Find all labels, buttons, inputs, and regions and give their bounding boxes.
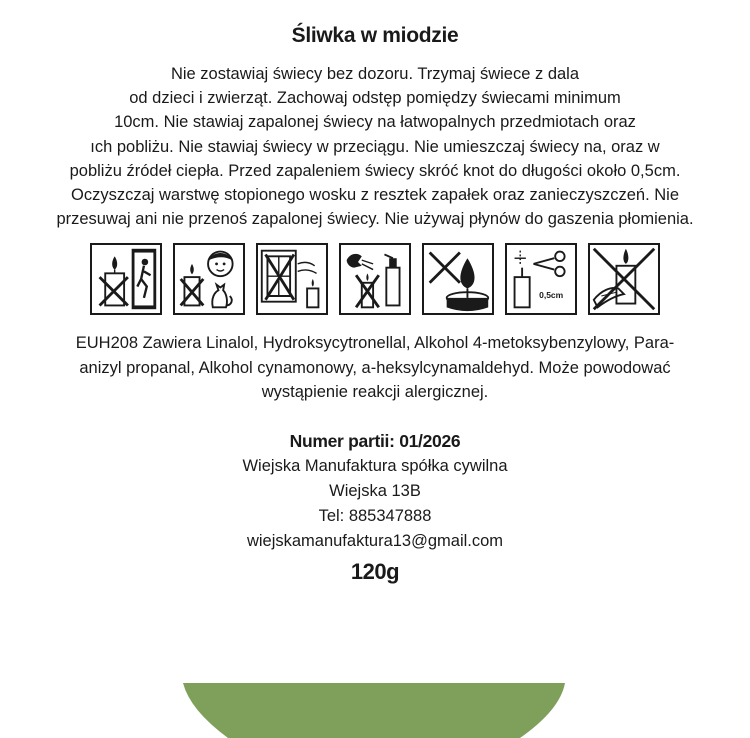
net-weight: 120g xyxy=(350,559,400,584)
allergen-line: wystąpienie reakcji alergicznej. xyxy=(261,383,489,401)
warning-line: ıch pobliżu. Nie stawiaj świecy w przeciągu. Nie umieszczaj świecy na, oraz w xyxy=(90,137,660,156)
children-pets-icon xyxy=(173,243,245,315)
wick-length-label: 0,5cm xyxy=(539,289,564,300)
no-match-residue-icon xyxy=(422,243,494,315)
trim-wick-icon xyxy=(505,243,577,315)
unattended-candle-icon xyxy=(90,243,162,315)
warning-line: Nie zostawiaj świecy bez dozoru. Trzymaj świece z dala xyxy=(170,65,580,83)
safety-warning xyxy=(0,62,750,231)
decorative-green-arc xyxy=(0,680,750,738)
company-phone: Tel: 885347888 xyxy=(318,507,432,525)
warning-line: przesuwaj ani nie przenoś zapalonej świecy. Nie używaj płynów do gaszenia płomienia. xyxy=(56,210,694,229)
draft-icon xyxy=(256,243,328,315)
allergen-statement xyxy=(0,331,750,405)
warning-line: od dzieci i zwierząt. Zachowaj odstęp pomiędzy świecami minimum xyxy=(129,89,621,108)
no-flammable-icon xyxy=(588,243,660,315)
company-email: wiejskamanufaktura13@gmail.com xyxy=(246,532,504,550)
producer-info xyxy=(0,428,750,588)
allergen-line: EUH208 Zawiera Linalol, Hydroksycytronellal, Alkohol 4-metoksybenzylowy, Para- xyxy=(75,334,675,352)
warning-line: Oczyszczaj warstwę stopionego wosku z resztek zapałek oraz zanieczyszczeń. Nie xyxy=(71,186,679,205)
product-title: Śliwka w miodzie xyxy=(291,24,459,47)
warning-line: pobliżu źródeł ciepła. Przed zapaleniem świecy skróć knot do długości około 0,5cm. xyxy=(69,161,681,180)
safety-pictograms xyxy=(90,243,660,317)
company-name: Wiejska Manufaktura spółka cywilna xyxy=(242,457,508,475)
batch-number: Numer partii: 01/2026 xyxy=(289,431,461,451)
company-address: Wiejska 13B xyxy=(329,482,421,500)
allergen-line: anizyl propanal, Alkohol cynamonowy, a-heksylcynamaldehyd. Może powodować xyxy=(79,358,671,377)
no-spray-icon xyxy=(339,243,411,315)
warning-line: 10cm. Nie stawiaj zapalonej świecy na łatwopalnych przedmiotach oraz xyxy=(114,113,636,132)
